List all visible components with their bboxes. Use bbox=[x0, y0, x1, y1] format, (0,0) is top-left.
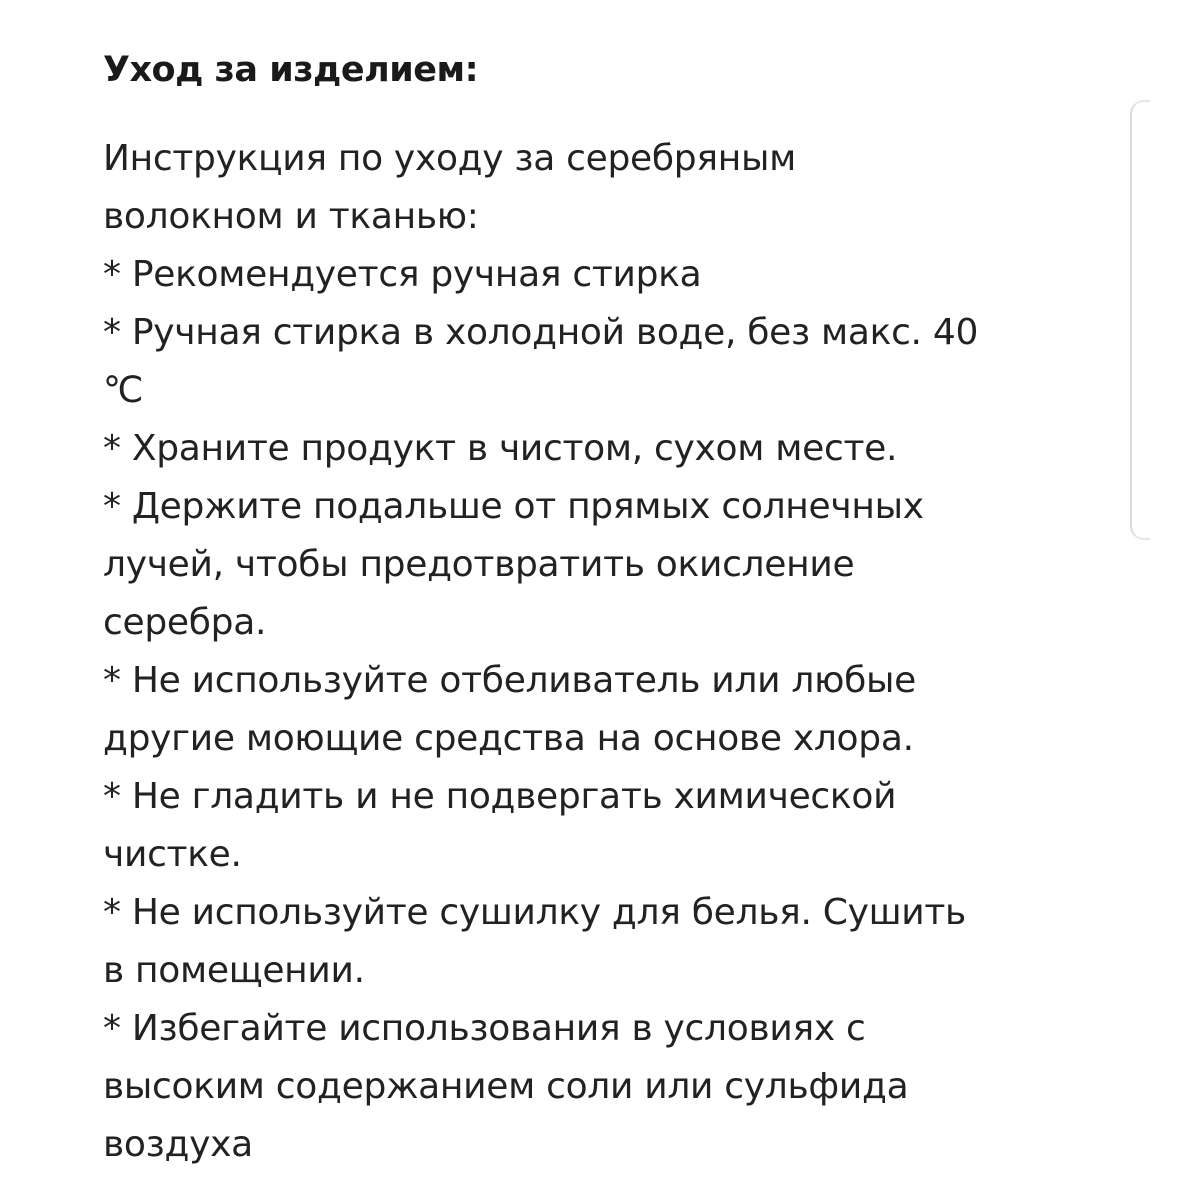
text-line: * Держите подальше от прямых солнечных bbox=[103, 486, 924, 527]
text-line: * Не гладить и не подвергать химической bbox=[103, 776, 897, 817]
text-line: Инструкция по уходу за серебряным bbox=[103, 138, 796, 179]
page-title: Уход за изделием: bbox=[103, 50, 479, 90]
text-line: серебра. bbox=[103, 602, 267, 643]
text-line: в помещении. bbox=[103, 950, 365, 991]
text-line: * Рекомендуется ручная стирка bbox=[103, 254, 702, 295]
text-line: воздуха bbox=[103, 1124, 253, 1165]
text-line: * Не используйте отбеливатель или любые bbox=[103, 660, 916, 701]
text-line: высоким содержанием соли или сульфида bbox=[103, 1066, 909, 1107]
text-line: * Избегайте использования в условиях с bbox=[103, 1008, 866, 1049]
text-line: волокном и тканью: bbox=[103, 196, 479, 237]
text-line: * Ручная стирка в холодной воде, без макс. 40 bbox=[103, 312, 979, 353]
text-line: * Храните продукт в чистом, сухом месте. bbox=[103, 428, 898, 469]
instructions-text bbox=[103, 130, 1113, 1174]
text-line: * Не используйте сушилку для белья. Сушить bbox=[103, 892, 966, 933]
text-line: чистке. bbox=[103, 834, 242, 875]
text-line: другие моющие средства на основе хлора. bbox=[103, 718, 914, 759]
text-line: ℃ bbox=[103, 370, 144, 411]
text-line: лучей, чтобы предотвратить окисление bbox=[103, 544, 855, 585]
edge-scroll-handle[interactable] bbox=[1130, 100, 1150, 540]
